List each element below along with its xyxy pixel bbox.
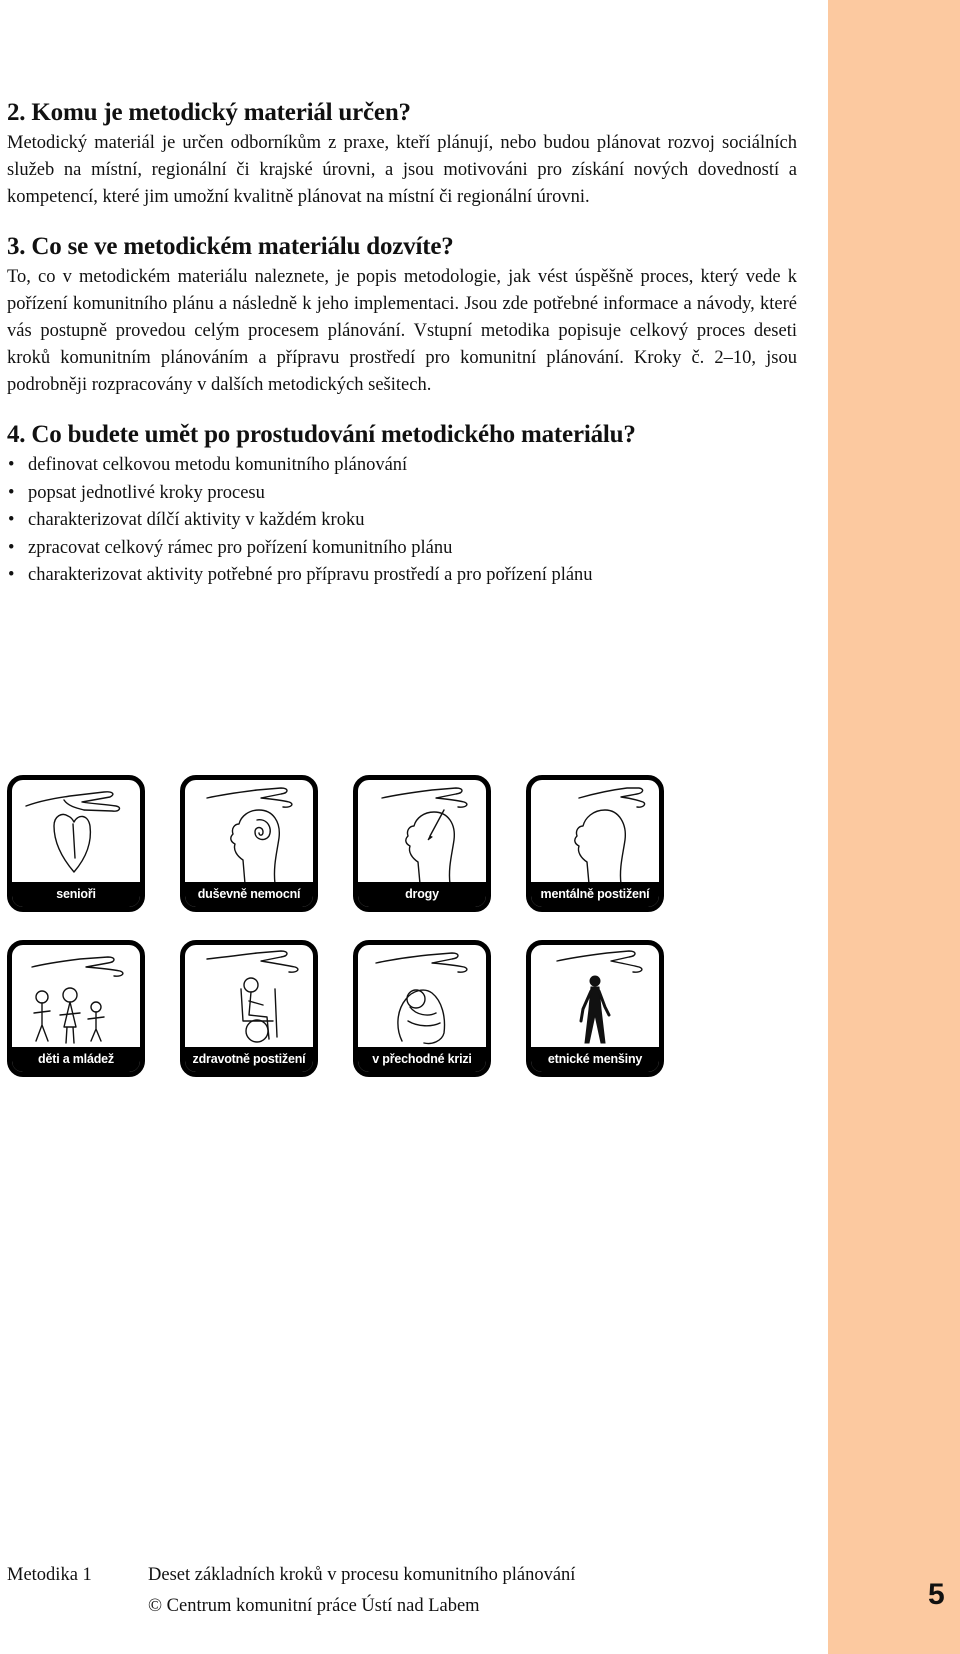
icon-card-v-prechodne-krizi [353, 940, 491, 1077]
section-2-heading: 2. Komu je metodický materiál určen? [7, 99, 411, 126]
section-2-text: Metodický materiál je určen odborníkům z praxe, kteří plánují, nebo budou plánovat rozvoj sociálních služeb na místní, regionální či krajské úrovni, a jsou motivováni pro získání nových dovedností a kompetencí, které jim umožní kvalitně plánovat na místní či regionální úrovni. [7, 133, 797, 207]
side-color-band [828, 0, 960, 1654]
icon-label: mentálně postižení [531, 882, 659, 907]
head-spiral-icon [185, 780, 313, 886]
section-4-heading: 4. Co budete umět po prostudování metodického materiálu? [7, 421, 636, 448]
icon-card-etnicke-mensiny [526, 940, 664, 1077]
footer-title: Deset základních kroků v procesu komunitního plánování [148, 1565, 576, 1585]
dark-figure-icon [531, 945, 659, 1051]
crouching-person-icon [358, 945, 486, 1051]
icon-label: etnické menšiny [531, 1047, 659, 1072]
list-item: • charakterizovat dílčí aktivity v každém kroku [7, 507, 797, 535]
icon-label: děti a mládež [12, 1047, 140, 1072]
icon-card-drogy [353, 775, 491, 912]
wheelchair-person-icon [185, 945, 313, 1051]
heart-leaf-icon [12, 780, 140, 886]
list-item: • zpracovat celkový rámec pro pořízení komunitního plánu [7, 535, 797, 563]
icon-card-zdravotne-postizeni [180, 940, 318, 1077]
icon-label: zdravotně postižení [185, 1047, 313, 1072]
list-item: • charakterizovat aktivity potřebné pro přípravu prostředí a pro pořízení plánu [7, 562, 797, 590]
head-needle-icon [358, 780, 486, 886]
icon-card-mentalne-postizeni [526, 775, 664, 912]
footer-series: Metodika 1 [7, 1565, 92, 1585]
icon-label: duševně nemocní [185, 882, 313, 907]
page-number: 5 [928, 1578, 945, 1611]
head-profile-icon [531, 780, 659, 886]
icon-card-dusevne-nemocni [180, 775, 318, 912]
main-content [7, 98, 797, 590]
footer-copyright: © Centrum komunitní práce Ústí nad Labem [148, 1596, 480, 1616]
children-group-icon [12, 945, 140, 1051]
section-3-text: To, co v metodickém materiálu naleznete, je popis metodologie, jak vést úspěšně proces, který vede k pořízení komunitního plánu a následně k jeho implementaci. Jsou zde potřebné informace a návody, které vás postupně provedou celým procesem plánování. Vstupní metodika popisuje celkový proces deseti kroků komunitním plánováním a přípravu prostředí pro komunitní plánování. Kroky č. 2–10, jsou podrobněji rozpracovány v dalších metodických sešitech. [7, 267, 797, 395]
icon-card-seniori [7, 775, 145, 912]
icon-label: senioři [12, 882, 140, 907]
section-3-heading: 3. Co se ve metodickém materiálu dozvíte? [7, 233, 454, 260]
skills-list [7, 452, 797, 590]
icon-card-deti-a-mladez [7, 940, 145, 1077]
icon-label: drogy [358, 882, 486, 907]
list-item: • popsat jednotlivé kroky procesu [7, 480, 797, 508]
list-item: • definovat celkovou metodu komunitního plánování [7, 452, 797, 480]
icon-label: v přechodné krizi [358, 1047, 486, 1072]
